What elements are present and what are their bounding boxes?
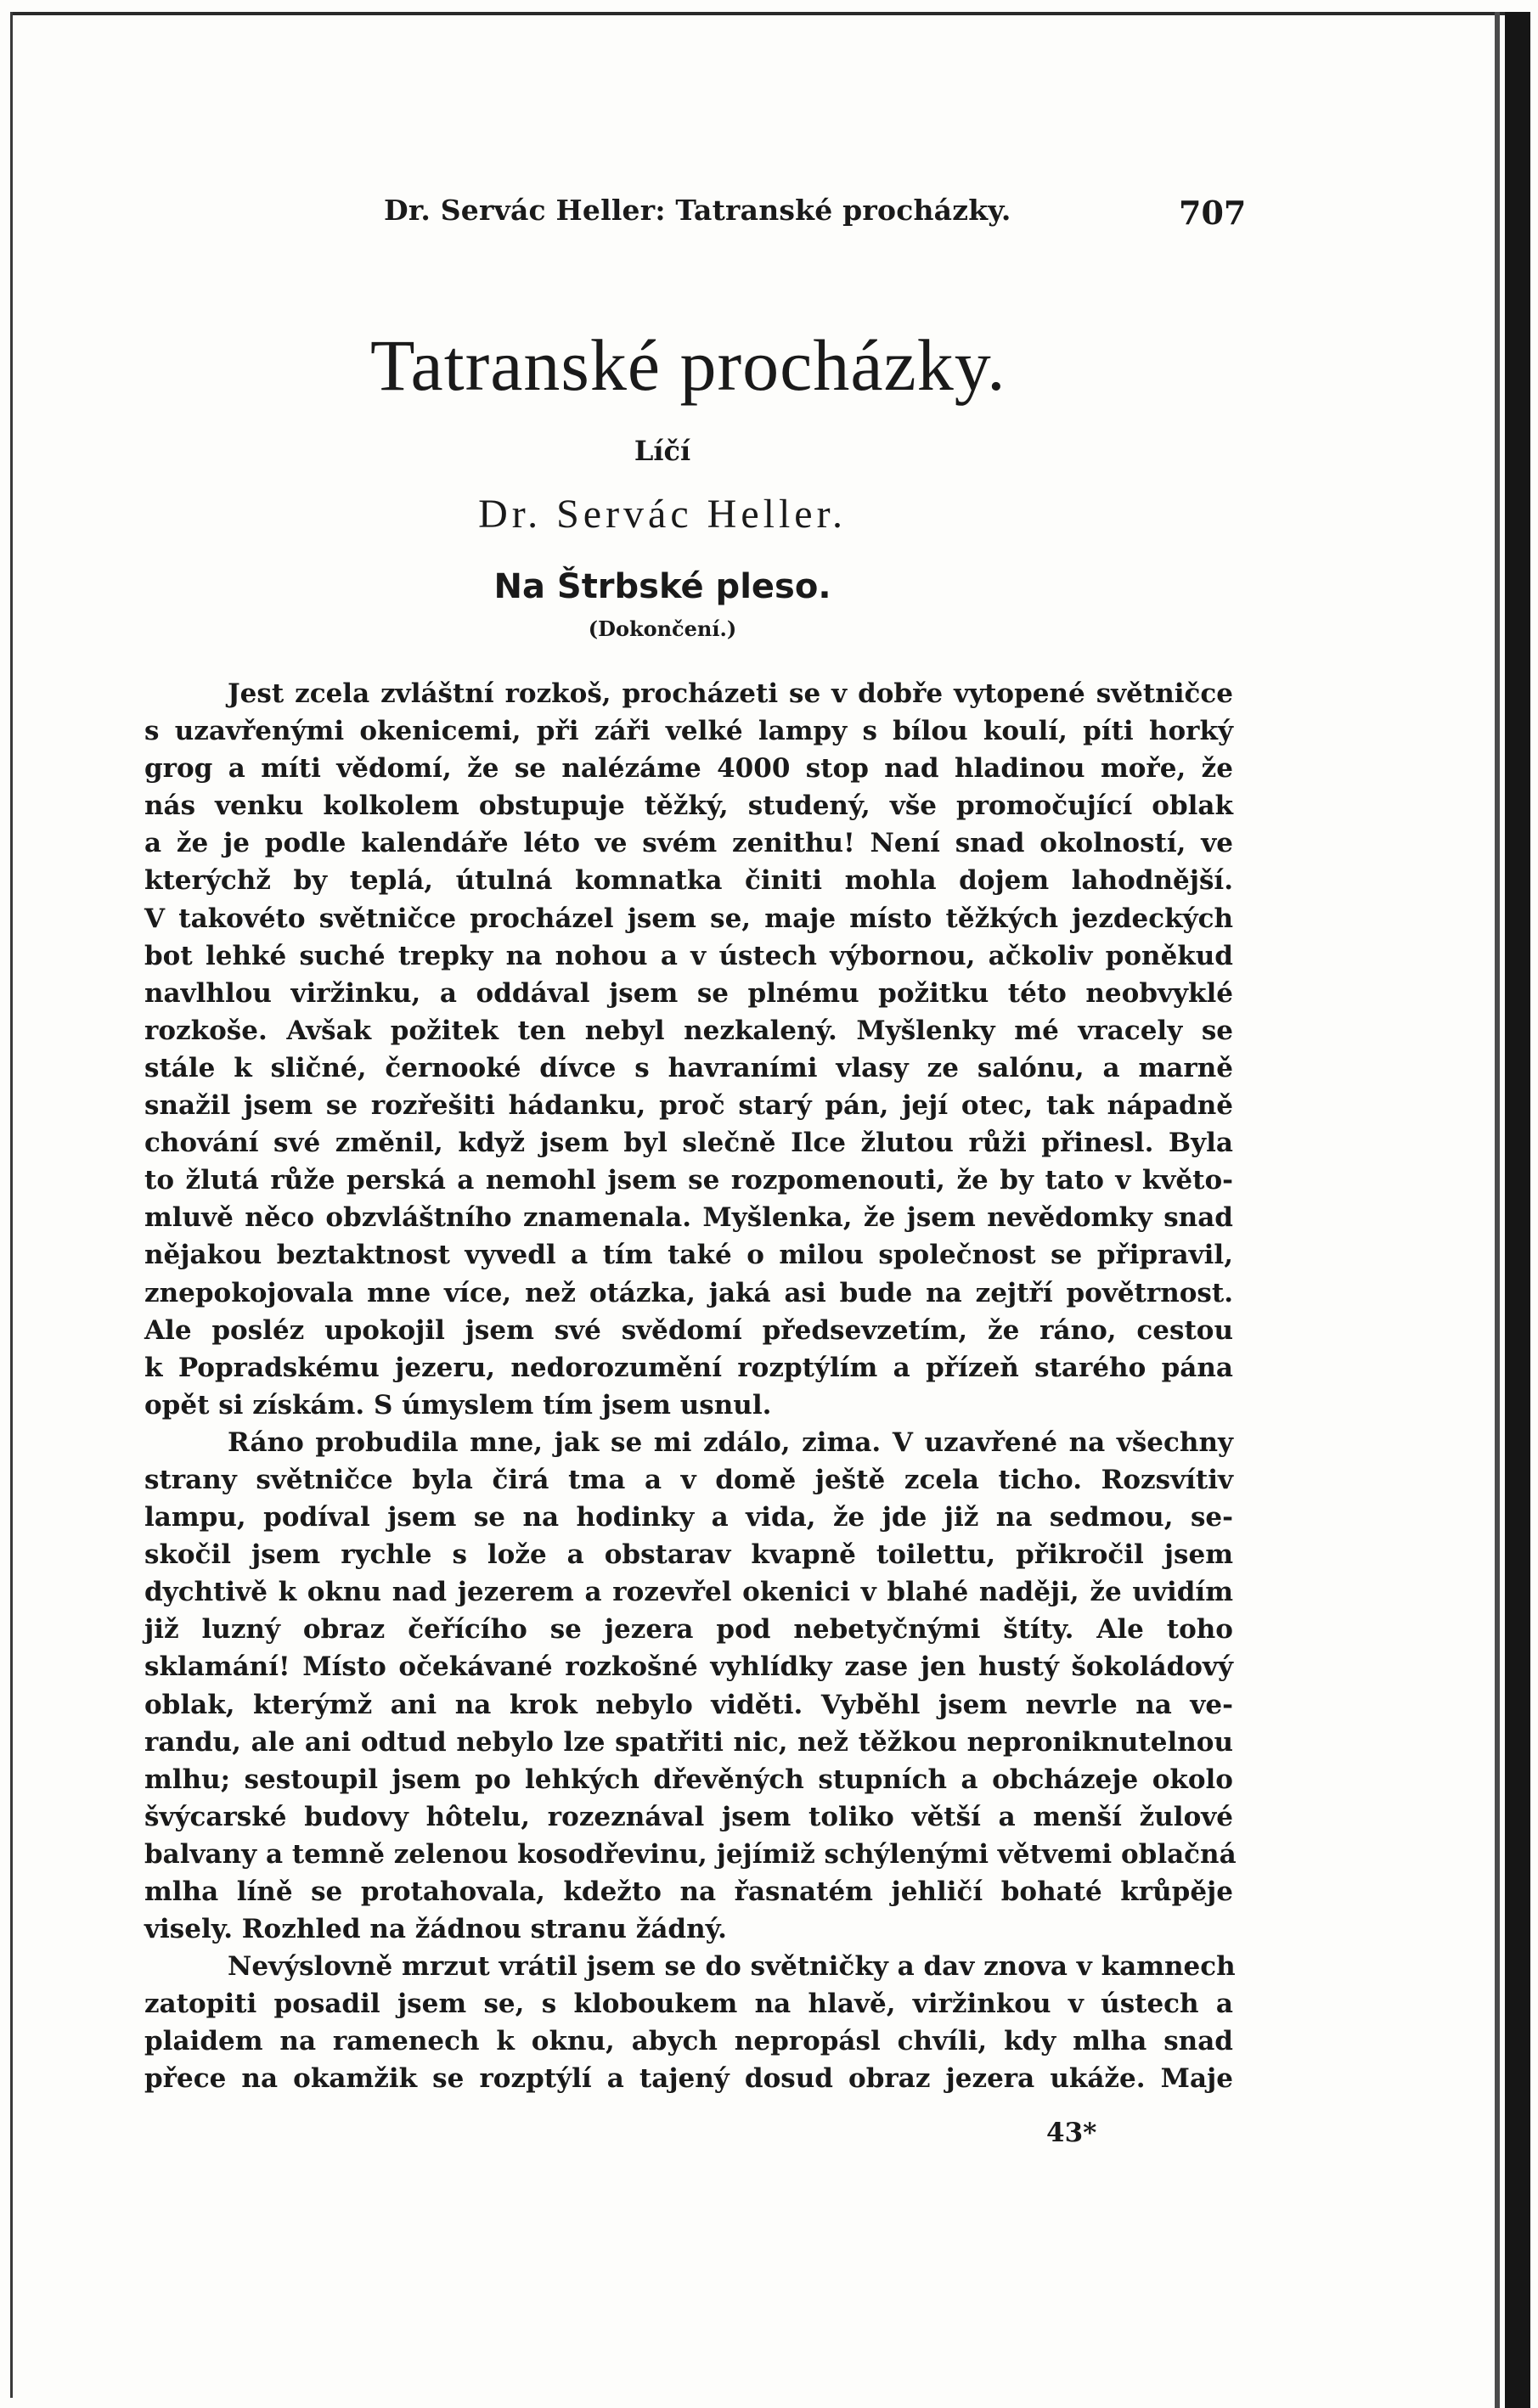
text-line: navlhlou viržinku, a oddával jsem se plnému požitku této neobvyklé xyxy=(144,977,1233,1009)
text-line: nějakou beztaktnost vyvedl a tím také o milou společnost se připravil, xyxy=(144,1240,1233,1271)
text-line: stále k sličné, černooké dívce s havraními vlasy ze salónu, a marně xyxy=(144,1052,1233,1083)
text-line: V takovéto světničce procházel jsem se, maje místo těžkých jezdeckých xyxy=(144,903,1233,934)
signature-mark: 43* xyxy=(1046,2118,1097,2148)
author-name: Dr. Servác Heller. xyxy=(478,492,847,537)
text-line: Ráno probudila mne, jak se mi zdálo, zima. V uzavřené na všechny xyxy=(228,1426,1233,1458)
text-line: rozkoše. Avšak požitek ten nebyl nezkalený. Myšlenky mé vracely se xyxy=(144,1015,1233,1046)
text-line: strany světničce byla čirá tma a v domě ještě zcela ticho. Rozsvítiv xyxy=(144,1464,1233,1495)
text-line: grog a míti vědomí, že se nalézáme 4000 stop nad hladinou moře, že xyxy=(144,753,1233,785)
text-line: zatopiti posadil jsem se, s kloboukem na hlavě, viržinkou v ústech a xyxy=(144,1989,1233,2020)
text-line: sklamání! Místo očekávané rozkošné vyhlídky zase jen hustý šokoládový xyxy=(144,1651,1233,1683)
text-line: s uzavřenými okenicemi, při záři velké lampy s bílou koulí, píti horký xyxy=(144,716,1233,747)
text-line: snažil jsem se rozřešiti hádanku, proč starý pán, její otec, tak nápadně xyxy=(144,1090,1233,1122)
text-line: a že je podle kalendáře léto ve svém zenithu! Není snad okolností, ve xyxy=(144,828,1233,859)
text-line: to žlutá růže perská a nemohl jsem se rozpomenouti, že by tato v květo- xyxy=(144,1165,1233,1196)
text-line: k Popradskému jezeru, nedorozumění rozptýlím a přízeň starého pána xyxy=(144,1352,1233,1383)
text-line: dychtivě k oknu nad jezerem a rozevřel okenici v blahé naději, že uvidím xyxy=(144,1577,1233,1608)
byline-label: Líčí xyxy=(634,435,691,467)
text-line: přece na okamžik se rozptýlí a tajený dosud obraz jezera ukáže. Maje xyxy=(144,2063,1233,2095)
text-line: Jest zcela zvláštní rozkoš, procházeti se v dobře vytopené světničce xyxy=(228,678,1233,709)
scan-border-top xyxy=(10,12,1513,15)
text-line: balvany a temně zelenou kosodřevinu, jejímiž schýlenými větvemi oblačná xyxy=(144,1838,1237,1870)
text-line: již luzný obraz čeřícího se jezera pod nebetyčnými štíty. Ale toho xyxy=(144,1614,1233,1646)
scan-border-right-inner xyxy=(1495,12,1500,2408)
article-title: Tatranské procházky. xyxy=(370,324,1006,406)
text-line: mlha líně se protahovala, kdežto na řasnatém jehličí bohaté krůpěje xyxy=(144,1876,1233,1907)
body-text xyxy=(144,675,1237,2098)
text-line: Nevýslovně mrzut vrátil jsem se do světničky a dav znova v kamnech xyxy=(228,1951,1236,1983)
text-line: Ale posléz upokojil jsem své svědomí předsevzetím, že ráno, cestou xyxy=(144,1314,1233,1346)
text-line: opět si získám. S úmyslem tím jsem usnul. xyxy=(144,1389,772,1421)
text-line: oblak, kterýmž ani na krok nebylo viděti. Vyběhl jsem nevrle na ve- xyxy=(144,1689,1233,1720)
text-line: mluvě něco obzvláštního znamenala. Myšlenka, že jsem nevědomky snad xyxy=(144,1202,1233,1234)
text-line: bot lehké suché trepky na nohou a v ústech výbornou, ačkoliv poněkud xyxy=(144,940,1233,971)
text-line: visely. Rozhled na žádnou stranu žádný. xyxy=(144,1914,727,1945)
text-line: nás venku kolkolem obstupuje těžký, studený, vše promočující oblak xyxy=(144,790,1233,822)
text-line: randu, ale ani odtud nebylo lze spatřiti nic, než těžkou neproniknutelnou xyxy=(144,1726,1233,1758)
text-line: plaidem na ramenech k oknu, abych nepropásl chvíli, kdy mlha snad xyxy=(144,2026,1233,2057)
text-line: mlhu; sestoupil jsem po lehkých dřevěných stupních a obcházeje okolo xyxy=(144,1764,1233,1795)
page-number: 707 xyxy=(1179,194,1247,232)
scan-border-right xyxy=(1505,12,1530,2408)
text-line: kterýchž by teplá, útulná komnatka činiti mohla dojem lahodnější. xyxy=(144,865,1233,897)
text-line: skočil jsem rychle s lože a obstarav kvapně toilettu, přikročil jsem xyxy=(144,1539,1233,1571)
text-line: znepokojovala mne více, než otázka, jaká asi bude na zejtří povětrnost. xyxy=(144,1277,1233,1308)
text-line: lampu, podíval jsem se na hodinky a vida, že jde již na sedmou, se- xyxy=(144,1502,1233,1533)
continued-note: (Dokončení.) xyxy=(588,616,737,641)
text-line: chování své změnil, když jsem byl slečně Ilce žlutou růži přinesl. Byla xyxy=(144,1128,1233,1159)
running-head: Dr. Servác Heller: Tatranské procházky. xyxy=(384,194,1011,227)
section-title: Na Štrbské pleso. xyxy=(493,567,831,606)
text-line: švýcarské budovy hôtelu, rozeznával jsem toliko větší a menší žulové xyxy=(144,1801,1233,1832)
scan-border-left xyxy=(10,12,13,2398)
